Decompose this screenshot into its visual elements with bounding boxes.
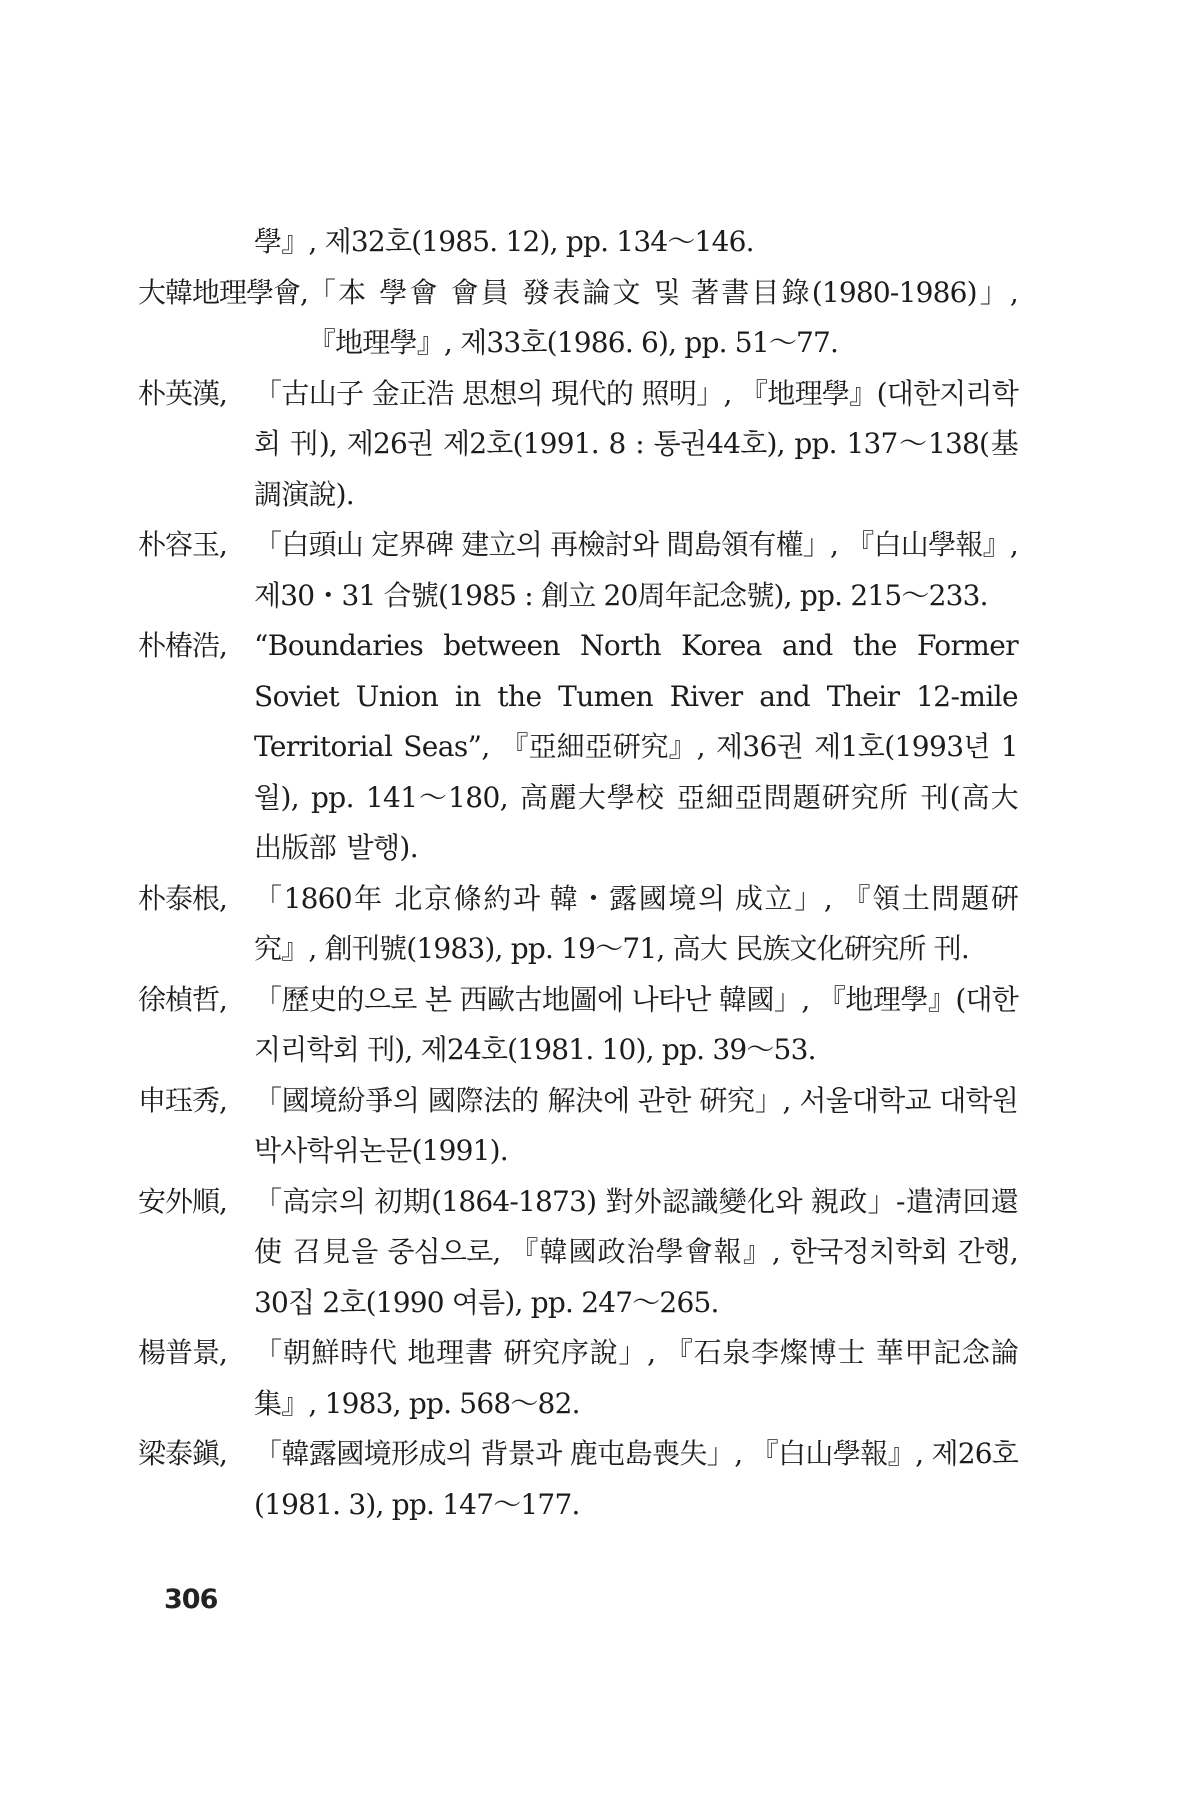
reference-author: 朴容玉, — [138, 528, 227, 561]
reference-text: 「本 學會 會員 發表論文 및 著書目錄(1980-1986)」, 『地理學』, 제33호(1986. 6), pp. 51～77. — [307, 275, 1018, 359]
reference-author: 朴椿浩, — [138, 629, 227, 662]
reference-text: “Boundaries between North Korea and the Former Soviet Union in the Tumen River and Their 12-mile Territorial Seas”, 『亞細亞硏究』, 제36권 제1호(1993년 1월), pp. 141～180, 高麗大學校 亞細亞問題硏究所 刊(高大 出版部 발행). — [254, 629, 1018, 864]
reference-continuation — [138, 217, 1018, 268]
reference-author: 徐楨哲, — [138, 982, 227, 1016]
reference-author: 申珏秀, — [138, 1083, 227, 1117]
reference-text: 「歷史的으로 본 西歐古地圖에 나타난 韓國」, 『地理學』(대한지리학회 刊), 제24호(1981. 10), pp. 39～53. — [254, 982, 1018, 1066]
reference-author: 大韓地理學會, — [138, 275, 308, 309]
reference-entry — [138, 268, 1018, 369]
reference-entry — [138, 1076, 1018, 1177]
reference-author: 朴英漢, — [138, 376, 227, 410]
reference-entry — [138, 874, 1018, 975]
reference-entry — [138, 520, 1018, 621]
reference-text: 「朝鮮時代 地理書 硏究序說」, 『石泉李燦博士 華甲記念論集』, 1983, pp. 568～82. — [254, 1336, 1018, 1420]
reference-text: 「1860年 北京條約과 韓・露國境의 成立」, 『領土問題硏究』, 創刊號(1983), pp. 19～71, 高大 民族文化硏究所 刊. — [254, 881, 1018, 965]
reference-entry — [138, 1328, 1018, 1429]
reference-text: 學』, 제32호(1985. 12), pp. 134～146. — [254, 225, 754, 258]
reference-entry — [138, 1177, 1018, 1329]
reference-author: 朴泰根, — [138, 881, 227, 915]
reference-author: 安外順, — [138, 1184, 227, 1218]
reference-text: 「韓露國境形成의 背景과 鹿屯島喪失」, 『白山學報』, 제26호(1981. 3), pp. 147～177. — [254, 1437, 1018, 1521]
page-number: 306 — [164, 1584, 218, 1615]
reference-list — [138, 217, 1018, 1530]
reference-text: 「古山子 金正浩 思想의 現代的 照明」, 『地理學』(대한지리학회 刊), 제26권 제2호(1991. 8 : 통권44호), pp. 137～138(基調演說). — [254, 376, 1018, 511]
reference-entry — [138, 369, 1018, 521]
reference-entry — [138, 621, 1018, 874]
reference-entry — [138, 1429, 1018, 1530]
reference-author: 楊普景, — [138, 1336, 227, 1369]
reference-text: 「白頭山 定界碑 建立의 再檢討와 間島領有權」, 『白山學報』, 제30・31 合號(1985 : 創立 20周年記念號), pp. 215～233. — [254, 528, 1018, 612]
reference-text: 「國境紛爭의 國際法的 解決에 관한 硏究」, 서울대학교 대학원 박사학위논문(1991). — [254, 1083, 1018, 1167]
reference-text: 「高宗의 初期(1864-1873) 對外認識變化와 親政」-遣淸回還使 召見을 중심으로, 『韓國政治學會報』, 한국정치학회 간행, 30집 2호(1990 여름), pp. 247～265. — [254, 1184, 1018, 1319]
reference-entry — [138, 975, 1018, 1076]
reference-author: 梁泰鎭, — [138, 1437, 227, 1470]
